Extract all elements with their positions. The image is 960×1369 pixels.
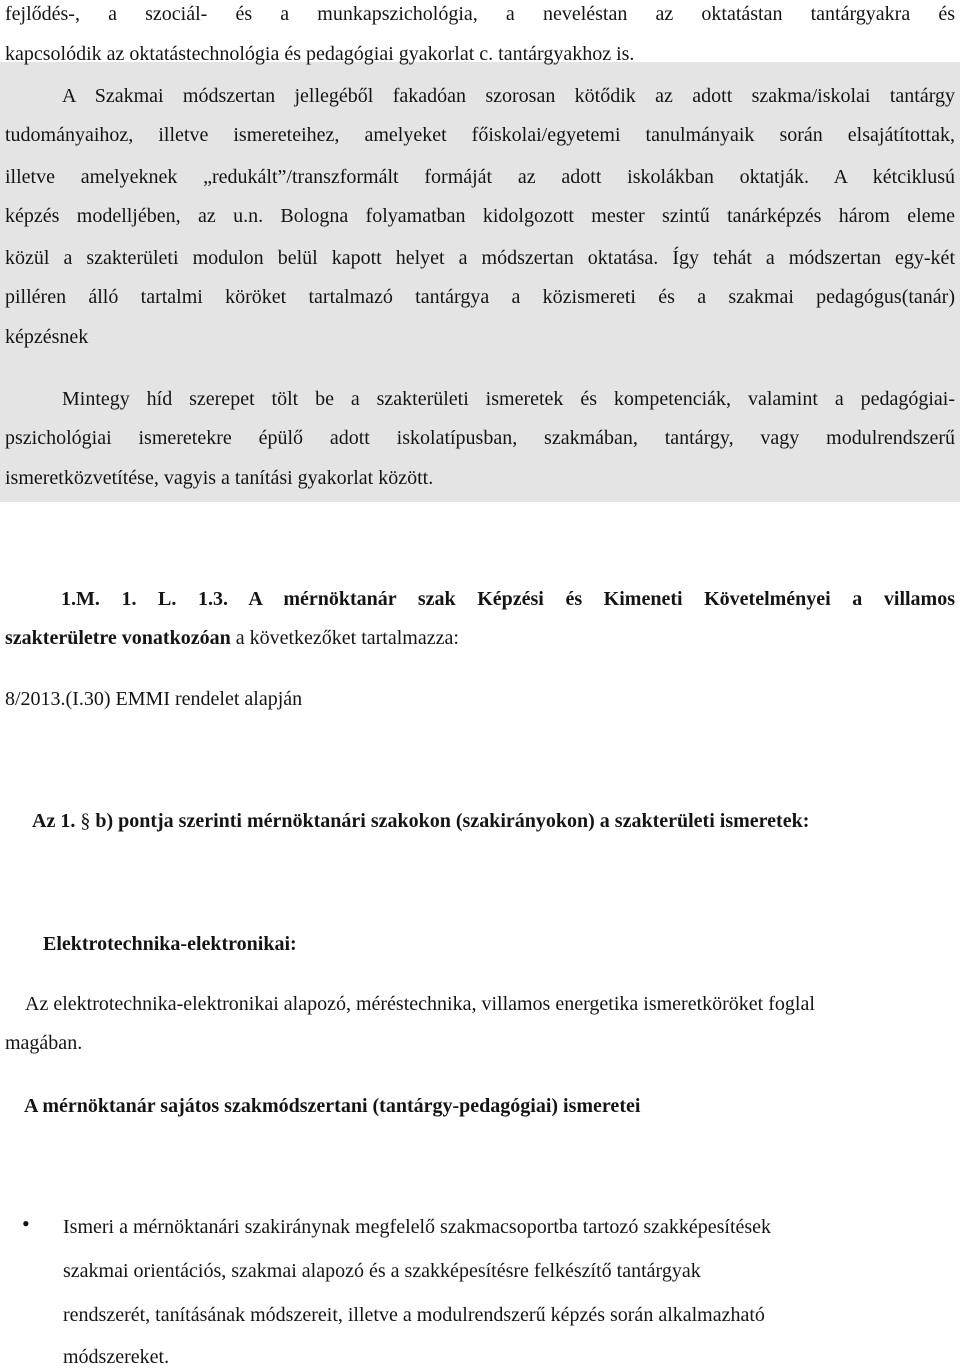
text-line: tudományaihoz, illetve ismereteihez, amelyeket főiskolai/egyetemi tanulmányaik során elsajátítottak,	[5, 124, 955, 146]
heading-line: 1.M. 1. L. 1.3. A mérnöktanár szak Képzési és Kimeneti Követelményei a villamos	[61, 588, 955, 610]
text-line: pszichológiai ismeretekre épülő adott iskolatípusban, szakmában, tantárgy, vagy modulrendszerű	[5, 427, 955, 449]
text-line: magában.	[5, 1032, 83, 1054]
text-line: képzés modelljében, az u.n. Bologna folyamatban kidolgozott mester szintű tanárképzés három eleme	[5, 205, 955, 227]
list-line: Ismeri a mérnöktanári szakiránynak megfelelő szakmacsoportba tartozó szakképesítések	[63, 1216, 772, 1238]
text-line: fejlődés-, a szociál- és a munkapszichológia, a neveléstan az oktatástan tantárgyakra és	[5, 3, 955, 25]
text-line: illetve amelyeknek „redukált”/transzformált formáját az adott iskolákban oktatják. A kétciklusú	[5, 166, 955, 188]
decree-text: 8/2013.(I.30) EMMI rendelet alapján	[5, 688, 303, 710]
list-line: rendszerét, tanításának módszereit, illetve a modulrendszerű képzés során alkalmazható	[63, 1304, 765, 1326]
list-line: szakmai orientációs, szakmai alapozó és a szakképesítésre felkészítő tantárgyak	[63, 1260, 701, 1282]
heading-bold-part: szakterületre vonatkozóan	[5, 627, 231, 649]
text-line: közül a szakterületi modulon belül kapott helyet a módszertan oktatása. Így tehát a módszertan egy-két	[5, 247, 955, 269]
heading-line: A mérnöktanár sajátos szakmódszertani (tantárgy-pedagógiai) ismeretei	[24, 1095, 641, 1117]
heading-line	[32, 809, 809, 833]
heading-regular-part: a következőket tartalmazza:	[230, 627, 459, 649]
text-line: Az elektrotechnika-elektronikai alapozó, méréstechnika, villamos energetika ismeretköröket foglal	[25, 993, 815, 1015]
list-line: módszereket.	[63, 1346, 170, 1368]
bullet-glyph: •	[22, 1211, 30, 1236]
text-line: Mintegy híd szerepet tölt be a szakterületi ismeretek és kompetenciák, valamint a pedagógiai-	[62, 388, 955, 410]
heading-prefix: Az 1.	[32, 810, 81, 832]
text-line: kapcsolódik az oktatástechnológia és pedagógiai gyakorlat c. tantárgyakhoz is.	[5, 43, 635, 65]
heading-line	[5, 626, 459, 650]
text-line: pilléren álló tartalmi köröket tartalmazó tantárgya a közismereti és a szakmai pedagógus(tanár)	[5, 286, 955, 308]
text-line: képzésnek	[5, 326, 89, 348]
section-sign: §	[80, 810, 91, 832]
heading-rest: b) pontja szerinti mérnöktanári szakokon (szakirányokon) a szakterületi ismeretek:	[90, 810, 810, 832]
heading-line: Elektrotechnika-elektronikai:	[43, 933, 297, 955]
text-line: A Szakmai módszertan jellegéből fakadóan szorosan kötődik az adott szakma/iskolai tantárgy	[62, 85, 955, 107]
text-line: ismeretközvetítése, vagyis a tanítási gyakorlat között.	[5, 467, 434, 489]
